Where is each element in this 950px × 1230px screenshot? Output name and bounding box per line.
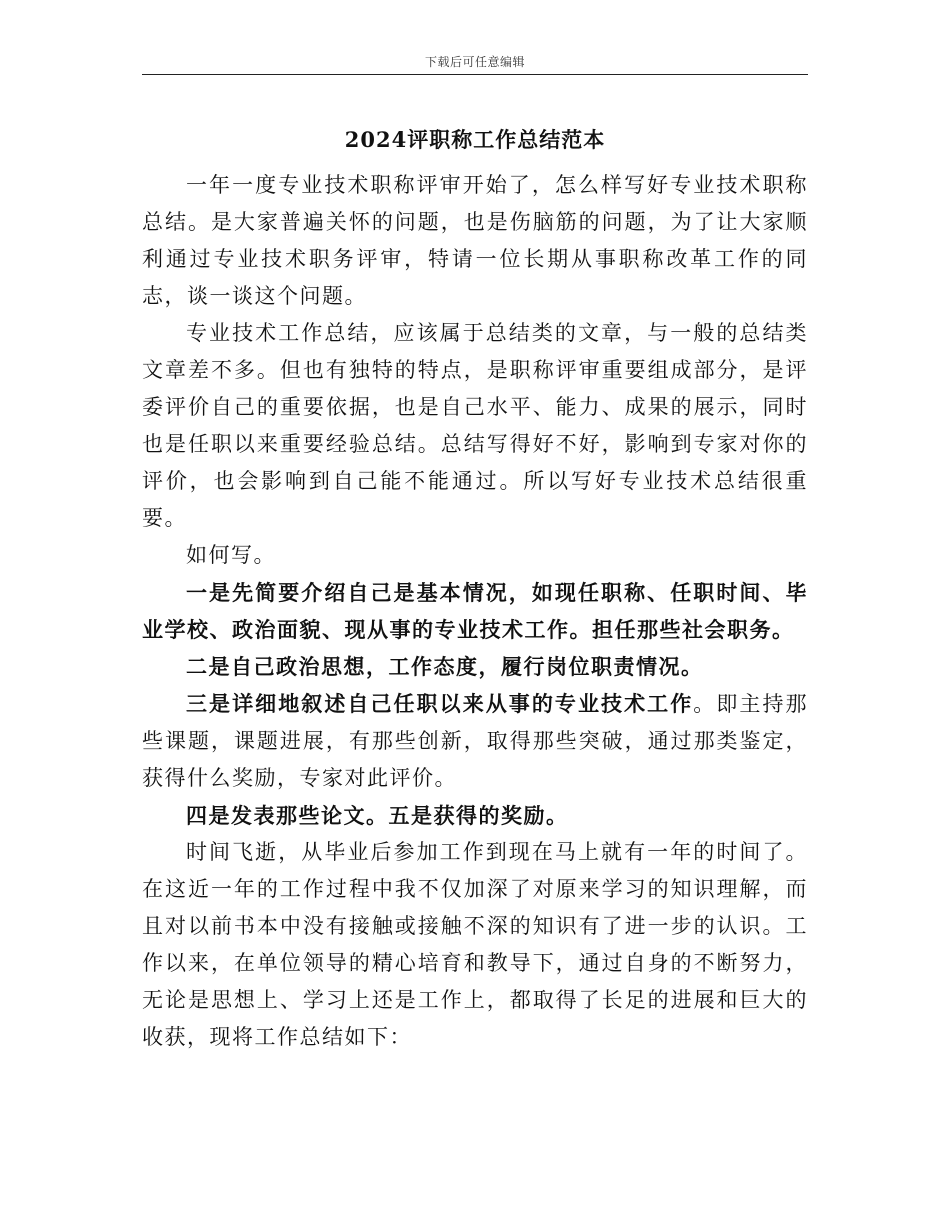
paragraph-point-four-five: 四是发表那些论文。五是获得的奖励。 bbox=[186, 803, 569, 828]
point-three-bold-text: 三是详细地叙述自己任职以来从事的专业技术工作 bbox=[186, 691, 694, 716]
page-header: 下载后可任意编辑 bbox=[424, 55, 525, 69]
point-three-normal-text: 。即主持那些课题，课题进展，有那些创新，取得那些突破，通过那类鉴定，获得什么奖励，专家对此评价。 bbox=[142, 692, 809, 790]
document-body bbox=[142, 167, 808, 1056]
document-title: 2024评职称工作总结范本 bbox=[344, 127, 606, 152]
header-rule bbox=[142, 74, 808, 75]
paragraph-point-one: 一是先简要介绍自己是基本情况，如现任职称、任职时间、毕业学校、政治面貌、现从事的专业技术工作。担任那些社会职务。 bbox=[142, 580, 808, 642]
paragraph-intro: 一年一度专业技术职称评审开始了，怎么样写好专业技术职称总结。是大家普遍关怀的问题，也是伤脑筋的问题，为了让大家顺利通过专业技术职务评审，特请一位长期从事职称改革工作的同志，谈一谈这个问题。 bbox=[142, 173, 808, 308]
paragraph-summary: 时间飞逝，从毕业后参加工作到现在马上就有一年的时间了。在这近一年的工作过程中我不仅加深了对原来学习的知识理解，而且对以前书本中没有接触或接触不深的知识有了进一步的认识。工作以来，在单位领导的精心培育和教导下，通过自身的不断努力，无论是思想上、学习上还是工作上，都取得了长足的进展和巨大的收获，现将工作总结如下： bbox=[142, 840, 808, 1049]
paragraph-point-three bbox=[142, 685, 808, 797]
paragraph-how-to: 如何写。 bbox=[186, 543, 276, 567]
paragraph-point-two: 二是自己政治思想，工作态度，履行岗位职责情况。 bbox=[186, 654, 704, 679]
paragraph-overview: 专业技术工作总结，应该属于总结类的文章，与一般的总结类文章差不多。但也有独特的特点，是职称评审重要组成部分，是评委评价自己的重要依据，也是自己水平、能力、成果的展示，同时也是任职以来重要经验总结。总结写得好不好，影响到专家对你的评价，也会影响到自己能不能通过。所以写好专业技术总结很重要。 bbox=[142, 321, 808, 530]
